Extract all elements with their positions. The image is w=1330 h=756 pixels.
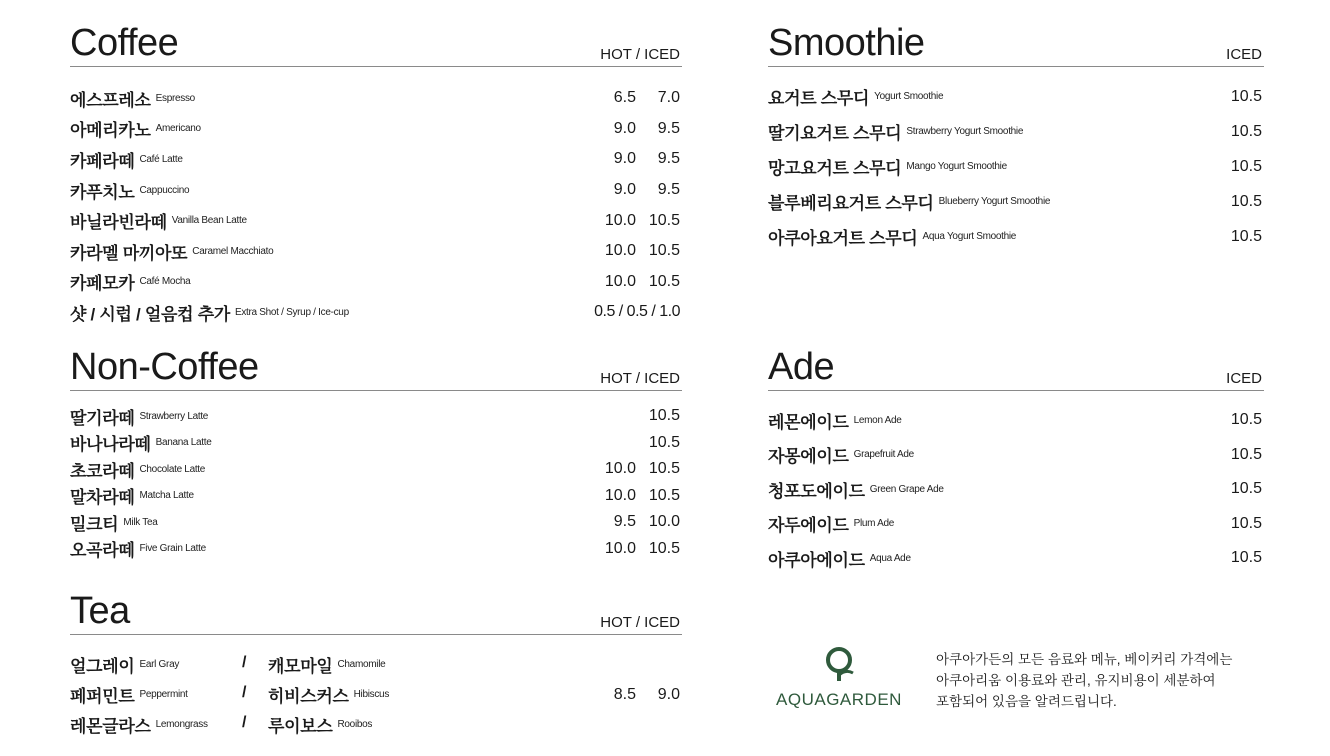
item-name-en: Café Mocha <box>139 276 191 288</box>
menu-item <box>70 267 682 298</box>
item-name-en: Mango Yogurt Smoothie <box>906 161 1007 172</box>
iced-price: 10.5 <box>1230 192 1262 210</box>
hot-price: 9.0 <box>613 119 636 137</box>
non-coffee-title: Non-Coffee <box>70 346 259 388</box>
menu-item <box>70 114 682 145</box>
item-name-ko: 자몽에이드 <box>768 447 849 467</box>
iced-price: 10.5 <box>648 272 680 290</box>
hot-price: 10.0 <box>604 486 636 504</box>
menu-item <box>768 79 1264 114</box>
ade-title: Ade <box>768 346 835 388</box>
menu-item <box>768 184 1264 219</box>
item-name-en: Lemon Ade <box>853 414 902 426</box>
sprout-icon <box>819 645 859 683</box>
hot-price: 10.0 <box>604 460 636 478</box>
tea-header <box>70 590 682 635</box>
iced-price: 10.5 <box>1230 514 1262 532</box>
item-name-ko: 루이보스 <box>268 717 333 736</box>
item-name-en: Rooibos <box>337 719 373 730</box>
item-name-en: Aqua Ade <box>869 552 911 564</box>
item-name-en: Cappuccino <box>139 184 190 196</box>
item-name-ko: 오곡라떼 <box>70 541 135 561</box>
extra-name-ko: 샷 / 시럽 / 얼음컵 추가 <box>70 304 230 324</box>
non-coffee-columns: HOT / ICED <box>600 370 680 387</box>
item-name-en: Plum Ade <box>853 518 895 530</box>
item-name-en: Green Grape Ade <box>869 483 944 495</box>
menu-item <box>768 114 1264 149</box>
iced-price: 10.5 <box>1230 411 1262 429</box>
item-name-ko: 에스프레소 <box>70 90 151 110</box>
item-name-ko: 아쿠아요거트 스무디 <box>768 229 918 248</box>
item-name-en: Café Latte <box>139 153 183 165</box>
coffee-header <box>70 22 682 67</box>
tea-item <box>70 682 188 707</box>
menu-item <box>768 219 1264 254</box>
tea-iced-price: 9.0 <box>657 686 680 703</box>
item-name-en: Milk Tea <box>123 516 158 528</box>
item-name-ko: 얼그레이 <box>70 657 135 676</box>
item-name-ko: 망고요거트 스무디 <box>768 159 902 178</box>
brand-name: AQUAGARDEN <box>776 690 902 709</box>
tea-separator: / <box>242 654 247 671</box>
iced-price: 10.5 <box>648 433 680 451</box>
item-name-ko: 딸기라떼 <box>70 408 135 428</box>
item-name-en: Americano <box>155 123 201 135</box>
menu-item <box>70 144 682 175</box>
ade-header <box>768 346 1264 391</box>
item-name-ko: 초코라떼 <box>70 461 135 481</box>
smoothie-title: Smoothie <box>768 22 925 64</box>
menu-item <box>768 472 1264 507</box>
menu-item <box>70 430 682 457</box>
item-name-en: Peppermint <box>139 689 188 700</box>
tea-columns: HOT / ICED <box>600 614 680 631</box>
menu-item <box>768 507 1264 542</box>
menu-item <box>768 438 1264 473</box>
smoothie-columns: ICED <box>1226 46 1262 63</box>
iced-price: 10.5 <box>648 211 680 229</box>
tea-separator: / <box>242 684 247 701</box>
item-name-en: Banana Latte <box>155 437 212 449</box>
iced-price: 10.5 <box>648 460 680 478</box>
item-name-ko: 자두에이드 <box>768 516 849 536</box>
item-name-en: Vanilla Bean Latte <box>171 215 247 227</box>
coffee-columns: HOT / ICED <box>600 46 680 63</box>
tea-section <box>70 590 682 740</box>
smoothie-section <box>768 22 1264 254</box>
item-name-ko: 페퍼민트 <box>70 687 135 706</box>
menu-item <box>70 509 682 536</box>
brand-logo <box>764 645 914 710</box>
item-name-en: Aqua Yogurt Smoothie <box>922 231 1017 242</box>
item-name-en: Chocolate Latte <box>139 463 206 475</box>
tea-item <box>268 682 389 707</box>
tea-item <box>268 712 372 737</box>
item-name-en: Strawberry Latte <box>139 410 209 422</box>
hot-price: 9.5 <box>613 513 636 531</box>
item-name-ko: 딸기요거트 스무디 <box>768 124 902 143</box>
item-name-ko: 청포도에이드 <box>768 481 865 501</box>
item-name-en: Hibiscus <box>353 689 390 700</box>
iced-price: 10.5 <box>648 539 680 557</box>
tea-item <box>70 712 208 737</box>
coffee-title: Coffee <box>70 22 179 64</box>
item-name-ko: 블루베리요거트 스무디 <box>768 194 934 213</box>
menu-item <box>768 149 1264 184</box>
item-name-ko: 카페모카 <box>70 274 135 294</box>
item-name-ko: 요거트 스무디 <box>768 89 870 108</box>
iced-price: 10.5 <box>1230 227 1262 245</box>
tea-title: Tea <box>70 590 130 632</box>
item-name-ko: 레몬에이드 <box>768 412 849 432</box>
menu-item <box>768 403 1264 438</box>
hot-price: 10.0 <box>604 272 636 290</box>
menu-item <box>70 536 682 563</box>
item-name-ko: 바나나라떼 <box>70 435 151 455</box>
menu-item <box>70 236 682 267</box>
extra-price: 0.5 / 0.5 / 1.0 <box>594 303 680 321</box>
iced-price: 10.5 <box>648 242 680 260</box>
iced-price: 10.5 <box>1230 87 1262 105</box>
iced-price: 9.5 <box>657 181 680 199</box>
item-name-en: Blueberry Yogurt Smoothie <box>938 196 1051 207</box>
iced-price: 10.5 <box>1230 157 1262 175</box>
iced-price: 9.5 <box>657 150 680 168</box>
item-name-ko: 카푸치노 <box>70 182 135 202</box>
menu-item <box>70 483 682 510</box>
item-name-en: Earl Gray <box>139 659 180 670</box>
item-name-ko: 히비스커스 <box>268 687 349 706</box>
hot-price: 9.0 <box>613 181 636 199</box>
item-name-en: Grapefruit Ade <box>853 449 914 461</box>
iced-price: 10.5 <box>1230 480 1262 498</box>
hot-price: 10.0 <box>604 242 636 260</box>
menu-item <box>70 403 682 430</box>
price-notice <box>936 649 1232 712</box>
item-name-en: Espresso <box>155 92 195 104</box>
iced-price: 9.5 <box>657 119 680 137</box>
notice-line: 포함되어 있음을 알려드립니다. <box>936 694 1117 709</box>
item-name-en: Lemongrass <box>155 719 208 730</box>
item-name-ko: 카라멜 마끼아또 <box>70 243 188 263</box>
item-name-ko: 바닐라빈라떼 <box>70 213 167 233</box>
iced-price: 10.5 <box>1230 445 1262 463</box>
item-name-en: Caramel Macchiato <box>192 245 274 257</box>
tea-item <box>268 652 385 677</box>
item-name-en: Yogurt Smoothie <box>874 91 944 102</box>
ade-section <box>768 346 1264 576</box>
item-name-ko: 레몬글라스 <box>70 717 151 736</box>
iced-price: 10.0 <box>648 513 680 531</box>
menu-item <box>768 541 1264 576</box>
non-coffee-section <box>70 346 682 562</box>
tea-item <box>70 652 179 677</box>
item-name-ko: 아메리카노 <box>70 121 151 141</box>
menu-item <box>70 83 682 114</box>
menu-item <box>70 456 682 483</box>
item-name-ko: 밀크티 <box>70 514 119 534</box>
extra-name-en: Extra Shot / Syrup / Ice-cup <box>234 306 349 318</box>
hot-price: 10.0 <box>604 539 636 557</box>
extra-item <box>70 297 682 328</box>
tea-hot-price: 8.5 <box>613 686 636 703</box>
item-name-en: Strawberry Yogurt Smoothie <box>906 126 1024 137</box>
smoothie-header <box>768 22 1264 67</box>
non-coffee-header <box>70 346 682 391</box>
iced-price: 10.5 <box>1230 122 1262 140</box>
tea-separator: / <box>242 714 247 731</box>
coffee-section <box>70 22 682 328</box>
item-name-en: Five Grain Latte <box>139 543 206 555</box>
hot-price: 9.0 <box>613 150 636 168</box>
hot-price: 10.0 <box>604 211 636 229</box>
item-name-ko: 말차라떼 <box>70 488 135 508</box>
iced-price: 10.5 <box>1230 549 1262 567</box>
notice-line: 아쿠아리움 이용료와 관리, 유지비용이 세분하여 <box>936 673 1216 688</box>
item-name-ko: 캐모마일 <box>268 657 333 676</box>
notice-line: 아쿠아가든의 모든 음료와 메뉴, 베이커리 가격에는 <box>936 652 1233 667</box>
item-name-en: Chamomile <box>337 659 386 670</box>
item-name-ko: 아쿠아에이드 <box>768 550 865 570</box>
menu-item <box>70 205 682 236</box>
item-name-ko: 카페라떼 <box>70 151 135 171</box>
menu-item <box>70 175 682 206</box>
iced-price: 10.5 <box>648 407 680 425</box>
iced-price: 7.0 <box>657 89 680 107</box>
ade-columns: ICED <box>1226 370 1262 387</box>
item-name-en: Matcha Latte <box>139 490 194 502</box>
hot-price: 6.5 <box>613 89 636 107</box>
iced-price: 10.5 <box>648 486 680 504</box>
